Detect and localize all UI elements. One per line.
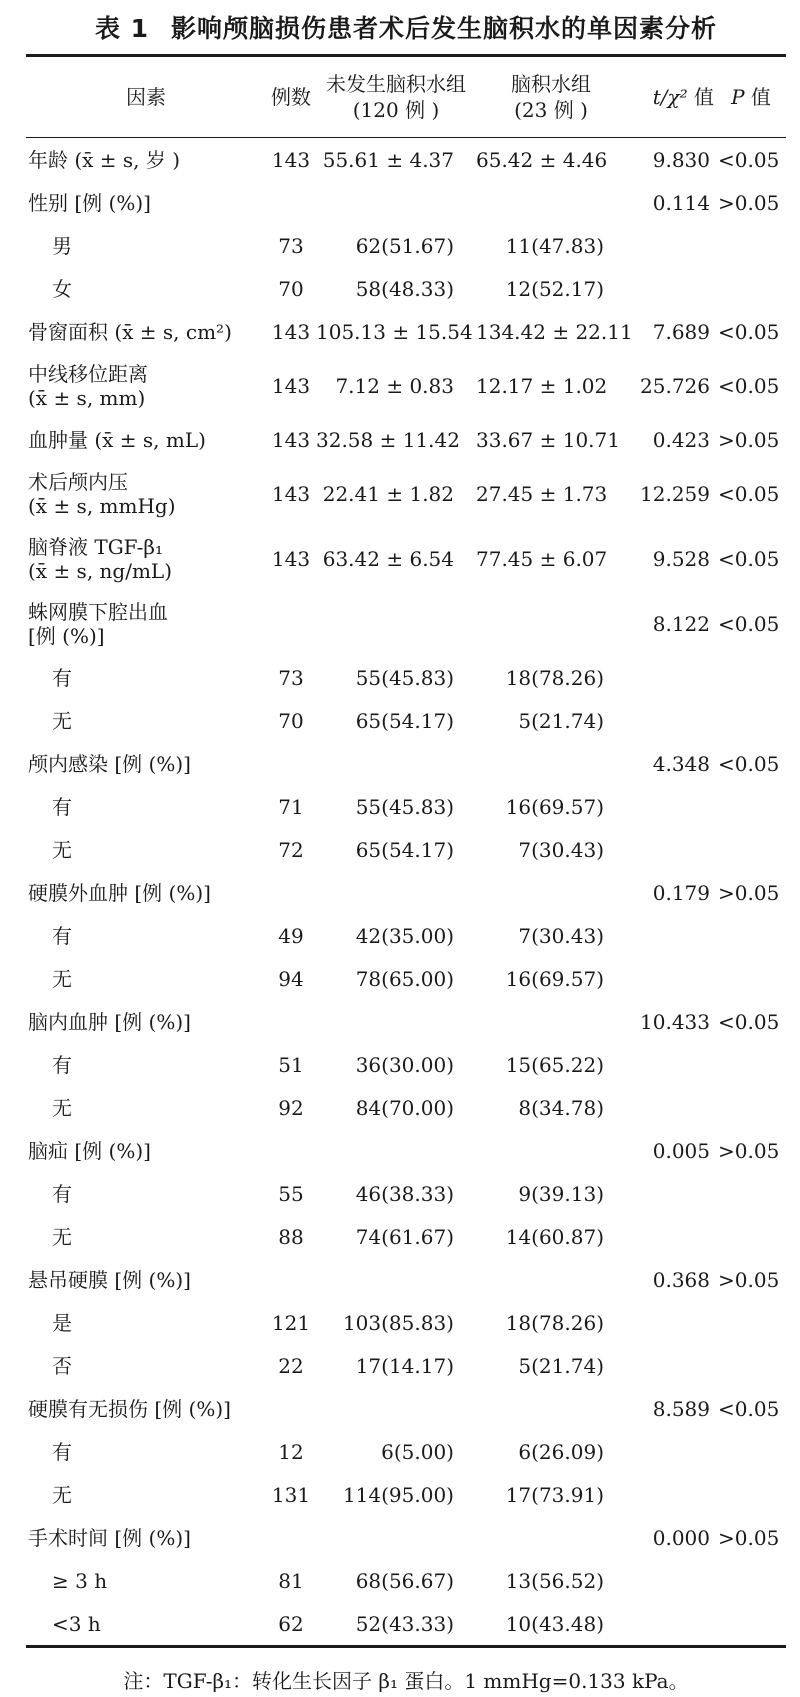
factor-label: 女 [52, 276, 72, 301]
factor-label: 有 [52, 923, 72, 948]
count-cell: 143 [271, 373, 311, 398]
hydrocephalus-cell: 18(78.26) [505, 1310, 604, 1335]
factor-cell [26, 1043, 266, 1086]
hydrocephalus-cell: 10(43.48) [505, 1611, 604, 1636]
hydrocephalus-cell: 16(69.57) [505, 966, 604, 991]
factor-cell [26, 1129, 266, 1172]
no-hydrocephalus-cell: 74(61.67) [355, 1224, 454, 1249]
factor-cell [26, 699, 266, 742]
p-value-cell: <0.05 [718, 319, 780, 344]
factor-label: 有 [52, 665, 72, 690]
factor-label: 硬膜外血肿 [例 (%)] [28, 880, 211, 905]
table-subrow [26, 1473, 786, 1516]
no-hydrocephalus-cell: 55(45.83) [355, 794, 454, 819]
hydrocephalus-cell: 9(39.13) [518, 1181, 604, 1206]
factor-cell [26, 1602, 266, 1647]
header-no-hydrocephalus-group: 未发生脑积水组 (120 例 ) [326, 72, 466, 122]
factor-label: 无 [52, 1482, 72, 1507]
header-factor: 因素 [126, 85, 166, 109]
count-cell: 51 [278, 1052, 304, 1077]
p-value-cell [716, 914, 786, 957]
factor-cell [26, 181, 266, 224]
factor-label-unit: [例 (%)] [28, 623, 105, 648]
no-hydrocephalus-cell: 22.41 ± 1.82 [322, 481, 454, 506]
p-value-cell [716, 1602, 786, 1647]
no-hydrocephalus-cell: 32.58 ± 11.42 [316, 427, 460, 452]
factor-label: 有 [52, 794, 72, 819]
statistic-cell [626, 957, 716, 1000]
count-cell [266, 1000, 316, 1043]
statistic-cell: 12.259 [640, 481, 710, 506]
factor-cell [26, 957, 266, 1000]
no-hydrocephalus-cell [316, 1387, 476, 1430]
no-hydrocephalus-cell: 65(54.17) [355, 837, 454, 862]
factor-label: 脑脊液 TGF-β₁ [28, 534, 163, 559]
table-row [26, 1516, 786, 1559]
hydrocephalus-cell: 16(69.57) [505, 794, 604, 819]
p-value-cell [716, 1344, 786, 1387]
no-hydrocephalus-cell: 46(38.33) [355, 1181, 454, 1206]
header-statistic-suffix: 值 [687, 85, 714, 109]
statistic-cell [626, 1344, 716, 1387]
no-hydrocephalus-cell: 65(54.17) [355, 708, 454, 733]
table-subrow [26, 1344, 786, 1387]
hydrocephalus-cell: 65.42 ± 4.46 [476, 147, 608, 172]
statistic-cell: 8.122 [652, 611, 710, 636]
statistic-cell: 9.830 [652, 147, 710, 172]
statistic-cell: 0.000 [652, 1525, 710, 1550]
factor-label: 无 [52, 1095, 72, 1120]
factor-cell [26, 1387, 266, 1430]
p-value-cell: <0.05 [718, 1009, 780, 1034]
statistic-cell [626, 785, 716, 828]
count-cell: 70 [278, 276, 304, 301]
no-hydrocephalus-cell [316, 1258, 476, 1301]
no-hydrocephalus-cell: 6(5.00) [381, 1439, 454, 1464]
statistic-cell: 0.005 [652, 1138, 710, 1163]
hydrocephalus-cell [476, 1516, 626, 1559]
hydrocephalus-cell: 14(60.87) [505, 1224, 604, 1249]
hydrocephalus-cell [476, 1387, 626, 1430]
table-subrow [26, 699, 786, 742]
factor-cell [26, 461, 266, 526]
no-hydrocephalus-cell: 7.12 ± 0.83 [335, 373, 454, 398]
univariate-analysis-table [26, 54, 786, 1648]
statistic-cell: 0.179 [652, 880, 710, 905]
statistic-cell [626, 1086, 716, 1129]
table-subrow [26, 267, 786, 310]
table-row [26, 591, 786, 656]
factor-label: 男 [52, 233, 72, 258]
factor-cell [26, 742, 266, 785]
hydrocephalus-cell: 134.42 ± 22.11 [476, 319, 633, 344]
statistic-cell [626, 656, 716, 699]
hydrocephalus-cell: 27.45 ± 1.73 [476, 481, 608, 506]
factor-cell [26, 656, 266, 699]
hydrocephalus-cell: 33.67 ± 10.71 [476, 427, 620, 452]
statistic-cell [626, 828, 716, 871]
factor-cell [26, 591, 266, 656]
count-cell [266, 181, 316, 224]
table-row [26, 1258, 786, 1301]
p-value-cell [716, 1559, 786, 1602]
factor-cell [26, 1258, 266, 1301]
no-hydrocephalus-cell [316, 1000, 476, 1043]
no-hydrocephalus-cell: 63.42 ± 6.54 [322, 546, 454, 571]
factor-label: <3 h [52, 1611, 101, 1636]
factor-cell [26, 353, 266, 418]
factor-cell [26, 1086, 266, 1129]
hydrocephalus-cell: 7(30.43) [518, 837, 604, 862]
no-hydrocephalus-cell: 58(48.33) [355, 276, 454, 301]
hydrocephalus-cell: 5(21.74) [518, 708, 604, 733]
factor-label-unit: (x̄ ± s, mm) [28, 385, 146, 410]
count-cell [266, 871, 316, 914]
p-value-cell [716, 1430, 786, 1473]
no-hydrocephalus-cell: 103(85.83) [342, 1310, 454, 1335]
no-hydrocephalus-cell [316, 591, 476, 656]
table-row [26, 526, 786, 591]
factor-label: 血肿量 (x̄ ± s, mL) [28, 427, 206, 452]
count-cell: 62 [278, 1611, 304, 1636]
p-value-cell: <0.05 [718, 373, 780, 398]
p-value-cell [716, 656, 786, 699]
table-row [26, 353, 786, 418]
factor-label: 无 [52, 966, 72, 991]
factor-label: ≥ 3 h [52, 1568, 108, 1593]
factor-label: 脑疝 [例 (%)] [28, 1138, 151, 1163]
factor-cell [26, 1000, 266, 1043]
statistic-cell [626, 1043, 716, 1086]
factor-cell [26, 1172, 266, 1215]
factor-cell [26, 1559, 266, 1602]
factor-label: 手术时间 [例 (%)] [28, 1525, 191, 1550]
header-hydrocephalus-group: 脑积水组 (23 例 ) [511, 72, 591, 122]
statistic-cell [626, 1172, 716, 1215]
factor-cell [26, 871, 266, 914]
statistic-cell [626, 1430, 716, 1473]
count-cell: 73 [278, 233, 304, 258]
statistic-cell [626, 1559, 716, 1602]
factor-cell [26, 1301, 266, 1344]
no-hydrocephalus-cell: 62(51.67) [355, 233, 454, 258]
factor-label: 术后颅内压 [28, 469, 128, 494]
statistic-cell [626, 1301, 716, 1344]
table-label: 表 1 [94, 14, 150, 43]
p-value-cell [716, 1301, 786, 1344]
table-row [26, 871, 786, 914]
factor-label: 有 [52, 1439, 72, 1464]
statistic-cell [626, 1215, 716, 1258]
factor-label: 性别 [例 (%)] [28, 190, 151, 215]
factor-cell [26, 1344, 266, 1387]
count-cell: 72 [278, 837, 304, 862]
p-value-cell: <0.05 [718, 481, 780, 506]
p-value-cell: >0.05 [718, 1267, 780, 1292]
count-cell: 143 [271, 546, 311, 571]
count-cell: 92 [278, 1095, 304, 1120]
table-row [26, 1000, 786, 1043]
table-row [26, 181, 786, 224]
count-cell: 121 [271, 1310, 311, 1335]
table-subrow [26, 1172, 786, 1215]
count-cell: 55 [278, 1181, 304, 1206]
statistic-cell [626, 914, 716, 957]
table-subrow [26, 1559, 786, 1602]
table-subrow [26, 1430, 786, 1473]
no-hydrocephalus-cell: 52(43.33) [355, 1611, 454, 1636]
no-hydrocephalus-cell: 84(70.00) [355, 1095, 454, 1120]
factor-label: 是 [52, 1310, 72, 1335]
factor-label: 颅内感染 [例 (%)] [28, 751, 191, 776]
count-cell [266, 591, 316, 656]
hydrocephalus-cell: 7(30.43) [518, 923, 604, 948]
statistic-cell [626, 1602, 716, 1647]
factor-cell [26, 138, 266, 182]
no-hydrocephalus-cell: 55.61 ± 4.37 [322, 147, 454, 172]
table-row [26, 310, 786, 353]
table-subrow [26, 1043, 786, 1086]
table-subrow [26, 1301, 786, 1344]
hydrocephalus-cell: 8(34.78) [518, 1095, 604, 1120]
statistic-cell: 8.589 [652, 1396, 710, 1421]
factor-cell [26, 267, 266, 310]
p-value-cell: >0.05 [718, 1525, 780, 1550]
p-value-cell: <0.05 [718, 751, 780, 776]
hydrocephalus-cell [476, 742, 626, 785]
p-value-cell: <0.05 [718, 546, 780, 571]
statistic-cell: 0.423 [652, 427, 710, 452]
no-hydrocephalus-cell: 78(65.00) [355, 966, 454, 991]
no-hydrocephalus-cell [316, 1129, 476, 1172]
statistic-cell: 9.528 [652, 546, 710, 571]
no-hydrocephalus-cell [316, 181, 476, 224]
p-value-cell [716, 224, 786, 267]
header-statistic [626, 56, 716, 138]
no-hydrocephalus-cell: 42(35.00) [355, 923, 454, 948]
table-subrow [26, 656, 786, 699]
statistic-cell: 0.114 [652, 190, 710, 215]
factor-label: 悬吊硬膜 [例 (%)] [28, 1267, 191, 1292]
table-footnote: 注：TGF-β₁：转化生长因子 β₁ 蛋白。1 mmHg=0.133 kPa。 [123, 1669, 689, 1693]
no-hydrocephalus-cell [316, 742, 476, 785]
count-cell: 70 [278, 708, 304, 733]
p-value-cell: >0.05 [718, 1138, 780, 1163]
header-p-suffix: 值 [744, 85, 771, 109]
table-row [26, 138, 786, 182]
p-value-cell [716, 267, 786, 310]
statistic-cell [626, 699, 716, 742]
table-row [26, 418, 786, 461]
factor-cell [26, 310, 266, 353]
count-cell: 49 [278, 923, 304, 948]
factor-label-unit: (x̄ ± s, ng/mL) [28, 558, 173, 583]
factor-label: 有 [52, 1181, 72, 1206]
no-hydrocephalus-cell: 105.13 ± 15.54 [316, 319, 473, 344]
hydrocephalus-cell [476, 181, 626, 224]
table-subrow [26, 785, 786, 828]
statistic-cell: 10.433 [640, 1009, 710, 1034]
statistic-cell [626, 224, 716, 267]
hydrocephalus-cell: 18(78.26) [505, 665, 604, 690]
factor-cell [26, 828, 266, 871]
factor-cell [26, 224, 266, 267]
p-value-cell [716, 1086, 786, 1129]
factor-label: 中线移位距离 [28, 361, 148, 386]
factor-label-unit: (x̄ ± s, mmHg) [28, 493, 176, 518]
table-header-row [26, 56, 786, 138]
table-subrow [26, 1602, 786, 1647]
no-hydrocephalus-cell: 55(45.83) [355, 665, 454, 690]
count-cell: 81 [278, 1568, 304, 1593]
factor-cell [26, 526, 266, 591]
p-value-cell: >0.05 [718, 190, 780, 215]
table-subrow [26, 1086, 786, 1129]
statistic-cell: 7.689 [652, 319, 710, 344]
p-value-cell [716, 699, 786, 742]
statistic-cell: 25.726 [640, 373, 710, 398]
table-row [26, 1129, 786, 1172]
count-cell [266, 742, 316, 785]
document-page [26, 0, 786, 1696]
factor-cell [26, 914, 266, 957]
factor-label: 有 [52, 1052, 72, 1077]
hydrocephalus-cell: 77.45 ± 6.07 [476, 546, 608, 571]
table-body [26, 138, 786, 1647]
no-hydrocephalus-cell: 36(30.00) [355, 1052, 454, 1077]
factor-cell [26, 418, 266, 461]
p-value-cell: <0.05 [718, 611, 780, 636]
statistic-cell [626, 1473, 716, 1516]
count-cell [266, 1129, 316, 1172]
table-title [26, 12, 786, 46]
hydrocephalus-cell: 12.17 ± 1.02 [476, 373, 608, 398]
factor-cell [26, 1430, 266, 1473]
count-cell: 88 [278, 1224, 304, 1249]
p-value-cell: <0.05 [718, 147, 780, 172]
p-value-cell [716, 1172, 786, 1215]
p-value-cell: >0.05 [718, 427, 780, 452]
hydrocephalus-cell [476, 1258, 626, 1301]
factor-label: 无 [52, 708, 72, 733]
count-cell: 94 [278, 966, 304, 991]
p-value-cell: >0.05 [718, 880, 780, 905]
hydrocephalus-cell: 6(26.09) [518, 1439, 604, 1464]
table-row [26, 1387, 786, 1430]
factor-cell [26, 1516, 266, 1559]
table-row [26, 461, 786, 526]
header-count: 例数 [271, 85, 311, 109]
header-p-value [716, 56, 786, 138]
statistic-cell: 0.368 [652, 1267, 710, 1292]
p-value-cell [716, 1473, 786, 1516]
hydrocephalus-cell [476, 871, 626, 914]
p-value-cell [716, 785, 786, 828]
count-cell: 73 [278, 665, 304, 690]
hydrocephalus-cell: 11(47.83) [505, 233, 604, 258]
hydrocephalus-cell: 17(73.91) [505, 1482, 604, 1507]
count-cell: 143 [271, 427, 311, 452]
p-value-cell [716, 1043, 786, 1086]
factor-label: 无 [52, 1224, 72, 1249]
factor-cell [26, 1215, 266, 1258]
no-hydrocephalus-cell [316, 871, 476, 914]
table-row [26, 742, 786, 785]
hydrocephalus-cell: 13(56.52) [505, 1568, 604, 1593]
no-hydrocephalus-cell: 114(95.00) [342, 1482, 454, 1507]
header-statistic-symbol: t/χ² [652, 85, 688, 109]
count-cell [266, 1387, 316, 1430]
p-value-cell [716, 957, 786, 1000]
table-title-text: 影响颅脑损伤患者术后发生脑积水的单因素分析 [171, 14, 718, 43]
table-subrow [26, 914, 786, 957]
factor-label: 脑内血肿 [例 (%)] [28, 1009, 191, 1034]
factor-label: 硬膜有无损伤 [例 (%)] [28, 1396, 231, 1421]
count-cell: 143 [271, 319, 311, 344]
hydrocephalus-cell [476, 591, 626, 656]
hydrocephalus-cell: 12(52.17) [505, 276, 604, 301]
factor-label: 蛛网膜下腔出血 [28, 599, 168, 624]
factor-cell [26, 1473, 266, 1516]
factor-label: 无 [52, 837, 72, 862]
table-subrow [26, 224, 786, 267]
header-p-symbol: P [731, 85, 745, 109]
p-value-cell [716, 1215, 786, 1258]
statistic-cell [626, 267, 716, 310]
hydrocephalus-cell: 5(21.74) [518, 1353, 604, 1378]
count-cell [266, 1516, 316, 1559]
hydrocephalus-cell [476, 1000, 626, 1043]
statistic-cell: 4.348 [652, 751, 710, 776]
table-subrow [26, 828, 786, 871]
p-value-cell [716, 828, 786, 871]
table-subrow [26, 1215, 786, 1258]
table-subrow [26, 957, 786, 1000]
no-hydrocephalus-cell: 17(14.17) [355, 1353, 454, 1378]
no-hydrocephalus-cell: 68(56.67) [355, 1568, 454, 1593]
count-cell [266, 1258, 316, 1301]
count-cell: 131 [271, 1482, 311, 1507]
factor-label: 年龄 (x̄ ± s, 岁 ) [28, 147, 181, 172]
hydrocephalus-cell: 15(65.22) [505, 1052, 604, 1077]
count-cell: 12 [278, 1439, 304, 1464]
count-cell: 143 [271, 481, 311, 506]
count-cell: 71 [278, 794, 304, 819]
count-cell: 22 [278, 1353, 304, 1378]
factor-label: 否 [52, 1353, 72, 1378]
p-value-cell: <0.05 [718, 1396, 780, 1421]
no-hydrocephalus-cell [316, 1516, 476, 1559]
hydrocephalus-cell [476, 1129, 626, 1172]
factor-label: 骨窗面积 (x̄ ± s, cm²) [28, 319, 232, 344]
count-cell: 143 [271, 147, 311, 172]
factor-cell [26, 785, 266, 828]
